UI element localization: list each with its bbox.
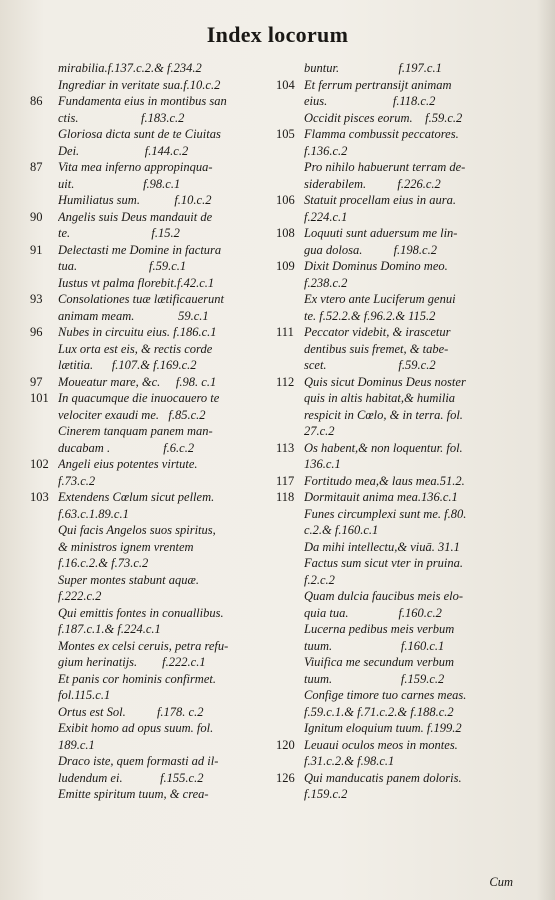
entry-text	[58, 159, 272, 192]
index-entry	[276, 60, 520, 77]
index-entry	[30, 60, 272, 77]
entry-line: Exibit homo ad opus suum. fol.	[58, 721, 214, 735]
psalm-number: 118	[276, 490, 295, 504]
entry-text	[304, 60, 520, 77]
entry-text	[304, 737, 520, 770]
entry-text	[304, 374, 520, 440]
entry-line: Confige timore tuo carnes meas.	[304, 688, 467, 702]
entry-line: Delectasti me Domine in factura	[58, 242, 222, 257]
entry-line: tuum. f.160.c.1	[304, 638, 445, 653]
entry-line: Leuaui oculos meos in montes.	[304, 737, 458, 752]
entry-line: f.238.c.2	[304, 275, 348, 290]
index-entry	[30, 93, 272, 126]
entry-line: gium herinatijs. f.222.c.1	[58, 655, 206, 669]
entry-line: quis in altis habitat,& humilia	[304, 391, 456, 405]
entry-line: Peccator videbit, & irascetur	[304, 325, 451, 339]
entry-text	[304, 489, 520, 737]
entry-line: f.2.c.2	[304, 572, 335, 587]
entry-line: Os habent,& non loquentur. fol.	[304, 440, 463, 455]
entry-line: f.63.c.1.89.c.1	[58, 506, 129, 521]
entry-text	[58, 242, 272, 275]
psalm-number: 97	[30, 374, 43, 389]
entry-text	[58, 93, 272, 126]
entry-text	[304, 258, 520, 324]
entry-line: Iustus vt palma florebit.f.42.c.1	[58, 275, 215, 290]
entry-text	[304, 473, 520, 490]
entry-text	[58, 324, 272, 374]
entry-text	[58, 209, 272, 242]
entry-line: Moueatur mare, &c. f.98. c.1	[58, 374, 217, 389]
psalm-number: 91	[30, 242, 43, 257]
entry-line: velociter exaudi me. f.85.c.2	[58, 407, 206, 422]
entry-text	[58, 77, 272, 94]
entry-text	[58, 126, 272, 159]
index-entry	[276, 126, 520, 192]
index-entry	[276, 258, 520, 324]
entry-line: Qui emittis fontes in conuallibus.	[58, 605, 224, 620]
entry-line: Ignitum eloquium tuum. f.199.2	[304, 721, 462, 735]
entry-line: Draco iste, quem formasti ad il-	[58, 754, 219, 768]
index-entry	[30, 390, 272, 456]
entry-line: Et ferrum pertransijt animam	[304, 77, 452, 92]
entry-line: ludendum ei. f.155.c.2	[58, 770, 204, 785]
index-entry	[30, 291, 272, 324]
psalm-number: 87	[30, 160, 43, 174]
entry-line: Lucerna pedibus meis verbum	[304, 622, 455, 636]
entry-line: eius. f.118.c.2	[304, 94, 436, 108]
entry-line: 27.c.2	[304, 424, 335, 438]
psalm-number	[30, 275, 58, 292]
entry-text	[58, 192, 272, 209]
entry-line: 189.c.1	[58, 737, 95, 752]
entry-line: Ex vtero ante Luciferum genui	[304, 292, 456, 306]
entry-line: Ingrediar in veritate sua.f.10.c.2	[58, 77, 221, 92]
entry-line: Quam dulcia faucibus meis elo-	[304, 589, 464, 603]
index-entry	[30, 374, 272, 391]
entry-line: f.16.c.2.& f.73.c.2	[58, 556, 149, 570]
entry-line: Factus sum sicut vter in pruina.	[304, 556, 464, 570]
psalm-number	[30, 60, 58, 77]
entry-line: tuum. f.159.c.2	[304, 671, 445, 686]
entry-line: Dixit Dominus Domino meo.	[304, 259, 448, 273]
entry-text	[58, 60, 272, 77]
entry-text	[58, 390, 272, 456]
index-entry	[276, 440, 520, 473]
entry-line: siderabilem. f.226.c.2	[304, 176, 441, 191]
index-entry	[30, 159, 272, 192]
entry-line: Extendens Cœlum sicut pellem.	[58, 490, 215, 504]
psalm-number: 96	[30, 325, 43, 339]
entry-line: fol.115.c.1	[58, 688, 111, 702]
entry-line: f.31.c.2.& f.98.c.1	[304, 754, 395, 768]
entry-line: Qui facis Angelos suos spiritus,	[58, 523, 216, 537]
entry-line: & ministros ignem vrentem	[58, 539, 194, 554]
psalm-number: 112	[276, 374, 295, 389]
entry-line: Funes circumplexi sunt me. f.80.	[304, 506, 467, 521]
psalm-number	[30, 126, 58, 159]
entry-line: Emitte spiritum tuum, & crea-	[58, 787, 209, 801]
entry-line: Statuit procellam eius in aura.	[304, 193, 456, 207]
psalm-number: 86	[30, 94, 43, 108]
entry-line: f.224.c.1	[304, 209, 348, 224]
entry-text	[304, 77, 520, 127]
entry-line: Vita mea inferno appropinqua-	[58, 160, 213, 174]
entry-line: te. f.52.2.& f.96.2.& 115.2	[304, 308, 436, 323]
entry-line: Flamma combussit peccatores.	[304, 127, 459, 141]
entry-line: uit. f.98.c.1	[58, 176, 181, 191]
entry-line: Lux orta est eis, & rectis corde	[58, 341, 213, 356]
psalm-number	[276, 60, 304, 77]
entry-line: te. f.15.2	[58, 226, 180, 240]
page-title: Index locorum	[206, 22, 349, 47]
entry-line: Qui manducatis panem doloris.	[304, 770, 462, 785]
entry-line: buntur. f.197.c.1	[304, 61, 442, 75]
psalm-number: 117	[276, 473, 295, 488]
entry-text	[58, 456, 272, 489]
entry-line: animam meam. 59.c.1	[58, 308, 209, 323]
entry-text	[304, 440, 520, 473]
entry-line: lætitia. f.107.& f.169.c.2	[58, 358, 197, 372]
catchword: Cum	[489, 875, 513, 889]
entry-line: f.187.c.1.& f.224.c.1	[58, 622, 161, 636]
psalm-number: 108	[276, 226, 295, 240]
entry-line: Nubes in circuitu eius. f.186.c.1	[58, 325, 217, 339]
index-entry	[276, 489, 520, 737]
entry-text	[304, 192, 520, 225]
entry-text	[58, 291, 272, 324]
entry-text	[304, 225, 520, 258]
index-entry	[30, 126, 272, 159]
psalm-number	[30, 77, 58, 94]
entry-line: mirabilia.f.137.c.2.& f.234.2	[58, 61, 202, 75]
psalm-number: 111	[276, 325, 294, 339]
entry-line: Quis sicut Dominus Deus noster	[304, 374, 466, 389]
entry-line: Viuifica me secundum verbum	[304, 655, 455, 669]
psalm-number: 103	[30, 490, 49, 504]
page-edge-shadow	[537, 0, 555, 900]
index-entry	[30, 324, 272, 374]
entry-line: Humiliatus sum. f.10.c.2	[58, 193, 212, 207]
index-entry	[30, 209, 272, 242]
psalm-number: 93	[30, 292, 43, 306]
right-column	[276, 60, 520, 803]
psalm-number: 104	[276, 77, 295, 92]
psalm-number: 90	[30, 209, 43, 224]
psalm-number: 113	[276, 440, 295, 455]
psalm-number: 126	[276, 770, 295, 785]
entry-line: respicit in Cœlo, & in terra. fol.	[304, 407, 463, 422]
entry-line: tua. f.59.c.1	[58, 259, 187, 273]
entry-text	[304, 770, 520, 803]
index-entry	[30, 242, 272, 275]
entry-line: gua dolosa. f.198.c.2	[304, 242, 437, 257]
entry-line: Fundamenta eius in montibus san	[58, 94, 227, 108]
index-entry	[30, 192, 272, 209]
entry-text	[304, 126, 520, 192]
entry-line: Dormitauit anima mea.136.c.1	[304, 490, 458, 504]
entry-line: 136.c.1	[304, 457, 341, 471]
psalm-number: 120	[276, 737, 295, 752]
entry-text	[58, 275, 272, 292]
psalm-number: 101	[30, 391, 49, 405]
psalm-number: 102	[30, 457, 49, 471]
psalm-number: 106	[276, 193, 295, 207]
entry-line: scet. f.59.c.2	[304, 358, 436, 372]
entry-line: Cinerem tanquam panem man-	[58, 424, 213, 438]
psalm-number: 105	[276, 127, 295, 141]
entry-line: Angelis suis Deus mandauit de	[58, 209, 213, 224]
index-entry	[276, 77, 520, 127]
entry-text	[304, 324, 520, 374]
entry-line: f.159.c.2	[304, 787, 348, 801]
index-entry	[276, 473, 520, 490]
entry-line: Ortus est Sol. f.178. c.2	[58, 704, 204, 719]
entry-line: Super montes stabunt aquæ.	[58, 572, 199, 587]
index-entry	[30, 275, 272, 292]
entry-line: Loquuti sunt aduersum me lin-	[304, 226, 458, 240]
left-column	[30, 60, 272, 803]
entry-line: quia tua. f.160.c.2	[304, 605, 442, 620]
entry-line: Montes ex celsi ceruis, petra refu-	[58, 638, 229, 653]
entry-line: f.136.c.2	[304, 143, 348, 158]
entry-line: f.73.c.2	[58, 473, 96, 488]
psalm-number	[30, 192, 58, 209]
entry-line: Occidit pisces eorum. f.59.c.2	[304, 110, 463, 125]
entry-line: f.59.c.1.& f.71.c.2.& f.188.c.2	[304, 704, 454, 719]
index-entry	[276, 192, 520, 225]
entry-line: dentibus suis fremet, & tabe-	[304, 341, 449, 356]
index-entry	[276, 770, 520, 803]
entry-line: f.222.c.2	[58, 589, 102, 603]
entry-line: Da mihi intellectu,& viuā. 31.1	[304, 539, 460, 554]
entry-line: Fortitudo mea,& laus mea.51.2.	[304, 473, 465, 488]
index-entry	[30, 77, 272, 94]
index-entry	[276, 324, 520, 374]
entry-line: Gloriosa dicta sunt de te Ciuitas	[58, 127, 221, 141]
entry-line: Et panis cor hominis confirmet.	[58, 671, 216, 686]
entry-line: Pro nihilo habuerunt terram de-	[304, 160, 466, 174]
entry-text	[58, 489, 272, 803]
index-entry	[276, 737, 520, 770]
entry-line: In quacumque die inuocauero te	[58, 391, 220, 405]
index-entry	[276, 225, 520, 258]
entry-text	[58, 374, 272, 391]
entry-line: ducabam . f.6.c.2	[58, 440, 195, 455]
index-entry	[276, 374, 520, 440]
index-entry	[30, 456, 272, 489]
entry-line: Dei. f.144.c.2	[58, 143, 189, 158]
psalm-number: 109	[276, 259, 295, 273]
entry-line: ctis. f.183.c.2	[58, 110, 185, 125]
entry-line: Consolationes tuæ lætificauerunt	[58, 292, 224, 306]
index-entry	[30, 489, 272, 803]
entry-line: c.2.& f.160.c.1	[304, 523, 379, 537]
entry-line: Angeli eius potentes virtute.	[58, 457, 198, 471]
